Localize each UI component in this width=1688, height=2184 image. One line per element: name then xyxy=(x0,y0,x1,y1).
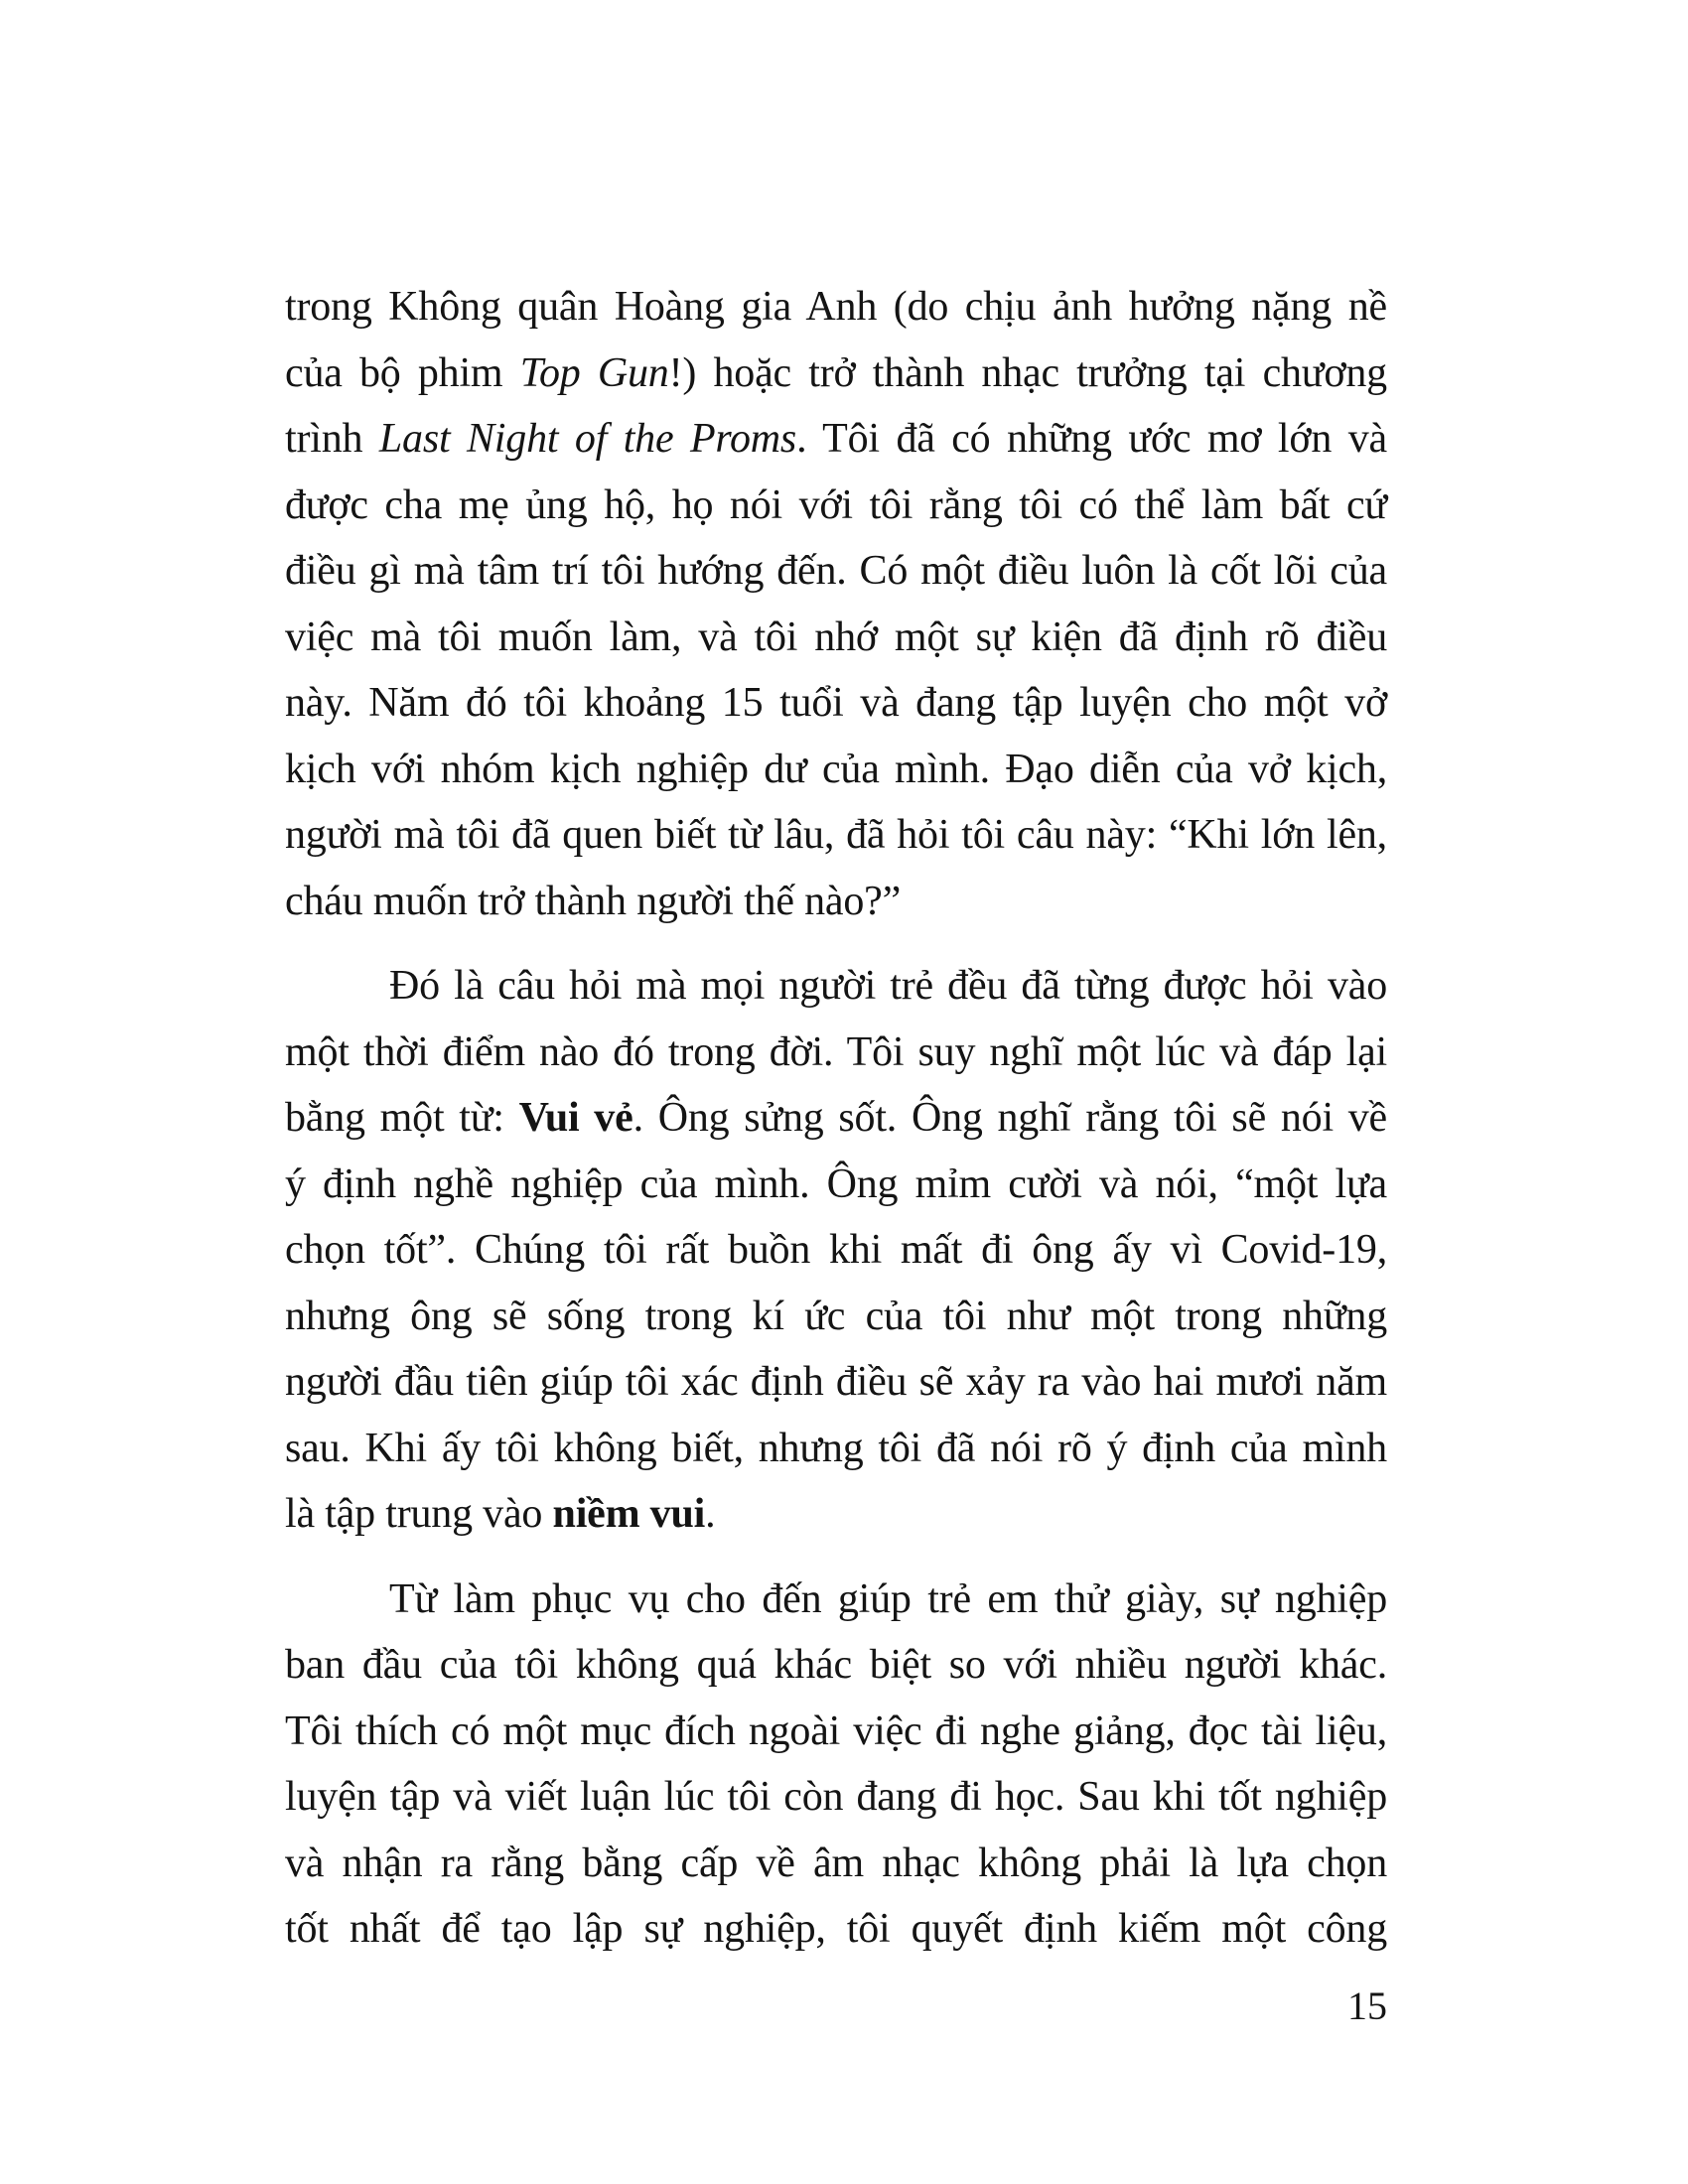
italic-text: Top Gun xyxy=(519,349,669,396)
text-run: !) hoặc trở thành nhạc trưởng tại chương xyxy=(668,349,1387,396)
bold-text: Vui vẻ xyxy=(518,1095,633,1141)
bold-text: niềm vui xyxy=(552,1491,706,1537)
text-run: nhưng ông sẽ sống trong kí ức của tôi như một trong những xyxy=(285,1293,1387,1339)
text-run: . xyxy=(705,1491,716,1537)
text-run: được cha mẹ ủng hộ, họ nói với tôi rằng tôi có thể làm bất cứ xyxy=(285,481,1387,528)
text-line xyxy=(285,1085,1387,1152)
text-run: Đó là câu hỏi mà mọi người trẻ đều đã từng được hỏi vào xyxy=(389,963,1387,1009)
text-line xyxy=(285,605,1387,671)
text-run: chọn tốt”. Chúng tôi rất buồn khi mất đi ông ấy vì Covid-19, xyxy=(285,1227,1387,1273)
text-line xyxy=(285,274,1387,341)
text-run: việc mà tôi muốn làm, và tôi nhớ một sự kiện đã định rõ điều xyxy=(285,614,1387,660)
text-line xyxy=(285,737,1387,803)
text-line xyxy=(285,869,1387,935)
paragraph xyxy=(285,1567,1387,1963)
text-line xyxy=(285,1217,1387,1284)
text-line xyxy=(285,1416,1387,1482)
text-run: sau. Khi ấy tôi không biết, nhưng tôi đã nói rõ ý định của mình xyxy=(285,1425,1387,1471)
text-run: Tôi thích có một mục đích ngoài việc đi nghe giảng, đọc tài liệu, xyxy=(285,1707,1387,1754)
text-run: ý định nghề nghiệp của mình. Ông mỉm cười và nói, “một lựa xyxy=(285,1160,1387,1207)
text-line xyxy=(285,1481,1387,1548)
text-run: người đầu tiên giúp tôi xác định điều sẽ xảy ra vào hai mươi năm xyxy=(285,1359,1387,1405)
text-line xyxy=(285,1349,1387,1416)
text-line xyxy=(285,341,1387,407)
text-run: và nhận ra rằng bằng cấp về âm nhạc không phải là lựa chọn xyxy=(285,1840,1387,1886)
text-line xyxy=(285,538,1387,605)
page-number: 15 xyxy=(1347,1983,1387,2028)
text-line xyxy=(285,802,1387,869)
text-run: cháu muốn trở thành người thế nào?” xyxy=(285,878,902,924)
text-run: bằng một từ: xyxy=(285,1095,519,1141)
text-run: này. Năm đó tôi khoảng 15 tuổi và đang tập luyện cho một vở xyxy=(285,680,1387,726)
text-run: của bộ phim xyxy=(285,349,520,396)
text-line xyxy=(285,1632,1387,1699)
text-line xyxy=(285,670,1387,737)
text-line xyxy=(285,1152,1387,1218)
text-run: là tập trung vào xyxy=(285,1491,553,1537)
text-run: trình xyxy=(285,416,379,462)
text-line xyxy=(285,1831,1387,1897)
text-line xyxy=(285,473,1387,539)
text-run: người mà tôi đã quen biết từ lâu, đã hỏi tôi câu này: “Khi lớn lên, xyxy=(285,812,1387,858)
paragraph xyxy=(285,274,1387,934)
text-line xyxy=(285,953,1387,1020)
text-line xyxy=(285,1896,1387,1963)
text-line xyxy=(285,1567,1387,1633)
text-line xyxy=(285,1764,1387,1831)
text-line xyxy=(285,1284,1387,1350)
paragraph xyxy=(285,953,1387,1548)
text-run: Từ làm phục vụ cho đến giúp trẻ em thử giày, sự nghiệp xyxy=(389,1575,1387,1622)
text-run: điều gì mà tâm trí tôi hướng đến. Có một điều luôn là cốt lõi của xyxy=(285,548,1387,594)
text-run: tốt nhất để tạo lập sự nghiệp, tôi quyết định kiếm một công xyxy=(285,1906,1387,1952)
text-line xyxy=(285,1020,1387,1086)
text-run: luyện tập và viết luận lúc tôi còn đang đi học. Sau khi tốt nghiệp xyxy=(285,1774,1387,1820)
body-text xyxy=(285,274,1387,1963)
text-run: trong Không quân Hoàng gia Anh (do chịu ảnh hưởng nặng nề xyxy=(285,284,1387,330)
text-run: ban đầu của tôi không quá khác biệt so với nhiều người khác. xyxy=(285,1642,1387,1688)
text-run: . Ông sửng sốt. Ông nghĩ rằng tôi sẽ nói về xyxy=(633,1095,1387,1141)
text-run: . Tôi đã có những ước mơ lớn và xyxy=(796,416,1387,462)
text-run: một thời điểm nào đó trong đời. Tôi suy nghĩ một lúc và đáp lại xyxy=(285,1028,1387,1075)
italic-text: Last Night of the Proms xyxy=(378,416,797,462)
text-line xyxy=(285,1699,1387,1765)
text-line xyxy=(285,406,1387,473)
text-run: kịch với nhóm kịch nghiệp dư của mình. Đạo diễn của vở kịch, xyxy=(285,746,1387,792)
